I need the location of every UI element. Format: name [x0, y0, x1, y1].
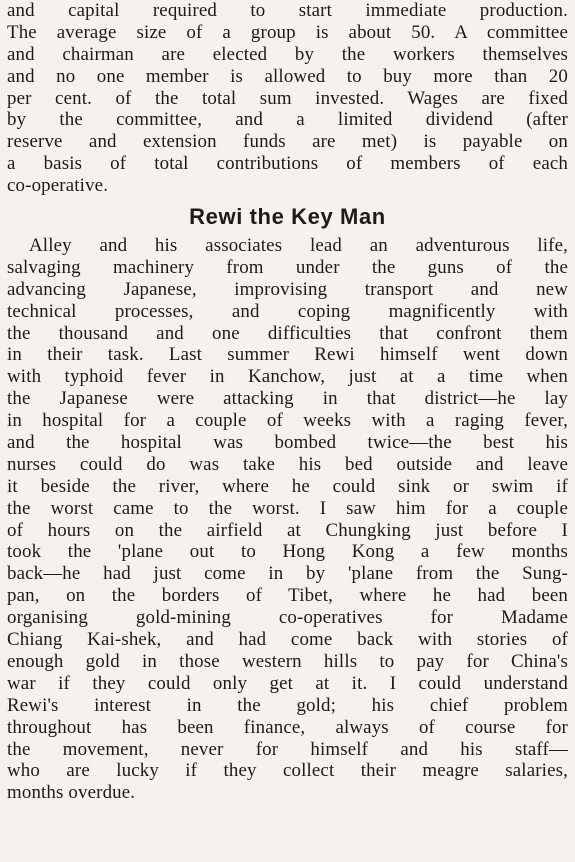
text-line: pan, on the borders of Tibet, where he had been	[7, 585, 568, 607]
text-line: with typhoid fever in Kanchow, just at a time when	[7, 366, 568, 388]
text-line: back—he had just come in by 'plane from the Sung-	[7, 563, 568, 585]
text-line: it beside the river, where he could sink or swim if	[7, 475, 568, 497]
text-line: co-operative.	[7, 175, 109, 197]
text-line: in hospital for a couple of weeks with a raging fever,	[7, 410, 568, 432]
paragraph-top	[7, 0, 568, 197]
text-line: and capital required to start immediate production.	[7, 0, 568, 21]
text-line: war if they could only get at it. I could understand	[7, 672, 568, 694]
text-line: who are lucky if they collect their meagre salaries,	[7, 760, 568, 782]
text-line: enough gold in those western hills to pay for China's	[7, 650, 568, 672]
text-line: The average size of a group is about 50. A committee	[7, 21, 568, 43]
text-line: Rewi's interest in the gold; his chief problem	[7, 694, 568, 716]
article-page	[7, 0, 568, 804]
text-line: by the committee, and a limited dividend (after	[7, 109, 568, 131]
text-line: and no one member is allowed to buy more than 20	[7, 65, 568, 87]
text-line: and chairman are elected by the workers themselves	[7, 43, 568, 65]
text-line: organising gold-mining co-operatives for Madame	[7, 607, 568, 629]
text-line: and the hospital was bombed twice—the best his	[7, 432, 568, 454]
text-line: the movement, never for himself and his staff—	[7, 738, 568, 760]
text-line: Chiang Kai-shek, and had come back with stories of	[7, 629, 568, 651]
text-line: months overdue.	[7, 782, 136, 804]
text-line: nurses could do was take his bed outside and leave	[7, 453, 568, 475]
text-line: a basis of total contributions of members of each	[7, 153, 568, 175]
text-line: advancing Japanese, improvising transport and new	[7, 278, 568, 300]
text-line: took the 'plane out to Hong Kong a few months	[7, 541, 568, 563]
text-line: per cent. of the total sum invested. Wages are fixed	[7, 87, 568, 109]
section-heading: Rewi the Key Man	[189, 204, 386, 230]
text-line: technical processes, and coping magnificently with	[7, 300, 568, 322]
text-line: salvaging machinery from under the guns of the	[7, 256, 568, 278]
text-line: Alley and his associates lead an adventurous life,	[29, 235, 568, 257]
text-line: the thousand and one difficulties that confront them	[7, 322, 568, 344]
text-line: the Japanese were attacking in that district—he lay	[7, 388, 568, 410]
paragraph-main	[7, 235, 568, 804]
text-line: in their task. Last summer Rewi himself went down	[7, 344, 568, 366]
text-line: the worst came to the worst. I saw him for a couple	[7, 497, 568, 519]
text-line: reserve and extension funds are met) is payable on	[7, 131, 568, 153]
text-line: of hours on the airfield at Chungking just before I	[7, 519, 568, 541]
text-line: throughout has been finance, always of course for	[7, 716, 568, 738]
